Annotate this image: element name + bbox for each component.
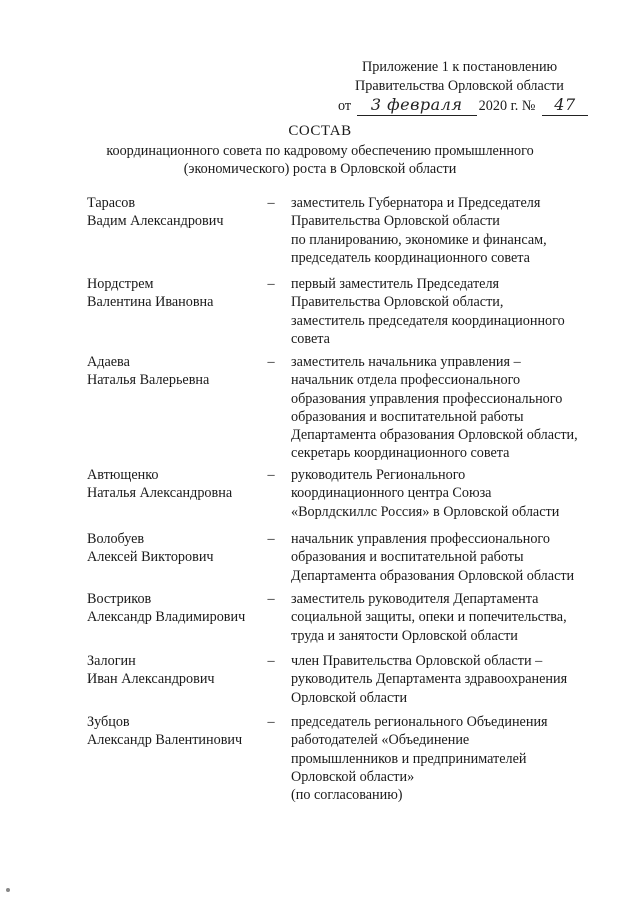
member-role: [291, 275, 611, 348]
member-role-line: образования управления профессионального: [291, 390, 563, 407]
member-given-names: Иван Александрович: [87, 671, 215, 688]
member-role-line: председатель регионального Объединения: [291, 714, 548, 730]
annex-line-2: Правительства Орловской области: [355, 78, 564, 94]
member-role: [291, 466, 611, 521]
annex-line-1: Приложение 1 к постановлению: [362, 59, 558, 75]
annex-date-line: [338, 96, 588, 116]
annex-year-text: 2020 г. №: [478, 98, 536, 114]
member-role-line: (по согласованию): [291, 787, 403, 804]
member-role-line: заместитель начальника управления –: [291, 354, 521, 370]
member-given-names: Александр Владимирович: [87, 609, 246, 626]
member-surname: Волобуев: [87, 531, 145, 547]
member-given-names: Наталья Валерьевна: [87, 372, 210, 389]
handwritten-number: 47: [554, 95, 576, 114]
member-dash: –: [267, 531, 275, 547]
subtitle-line: (экономического) роста в Орловской области: [183, 161, 457, 177]
member-role-line: Правительства Орловской области: [291, 213, 500, 230]
member-role-line: социальной защиты, опеки и попечительства,: [291, 609, 567, 626]
annex-number-field: [542, 96, 588, 116]
member-role-line: секретарь координационного совета: [291, 445, 510, 462]
member-role-line: руководитель Регионального: [291, 467, 466, 483]
member-role-line: работодателей «Объединение: [291, 732, 470, 749]
member-surname: Залогин: [87, 653, 136, 669]
member-name: [87, 275, 267, 312]
member-role-line: председатель координационного совета: [291, 249, 530, 266]
member-role-line: заместитель председателя координационного: [291, 312, 565, 329]
member-surname: Адаева: [87, 354, 130, 370]
member-role-line: координационного центра Союза: [291, 485, 492, 502]
member-name: [87, 194, 267, 231]
member-role: [291, 652, 611, 707]
member-given-names: Вадим Александрович: [87, 213, 224, 230]
member-role-line: совета: [291, 330, 330, 347]
member-name: [87, 713, 267, 750]
member-role-line: Орловской области: [291, 689, 408, 706]
member-dash: –: [267, 276, 275, 292]
subtitle-line: координационного совета по кадровому обеспечению промышленного: [106, 143, 534, 159]
member-role-line: Департамента образования Орловской области,: [291, 427, 578, 444]
member-name: [87, 530, 267, 567]
member-role-line: начальник управления профессионального: [291, 531, 550, 547]
member-role-line: «Ворлдскиллс Россия» в Орловской области: [291, 503, 560, 520]
member-role-line: Департамента образования Орловской области: [291, 567, 575, 584]
member-role: [291, 530, 611, 585]
member-role-line: начальник отдела профессионального: [291, 372, 521, 389]
member-dash: –: [267, 467, 275, 483]
scan-mark: [6, 888, 10, 892]
member-dash: –: [267, 195, 275, 211]
annex-from-label: от: [338, 98, 352, 114]
member-given-names: Наталья Александровна: [87, 485, 233, 502]
member-role-line: промышленников и предпринимателей: [291, 750, 527, 767]
member-role-line: труда и занятости Орловской области: [291, 627, 518, 644]
member-role-line: первый заместитель Председателя: [291, 276, 500, 292]
member-role-line: образования и воспитательной работы: [291, 549, 524, 566]
document-title: СОСТАВ: [288, 123, 352, 139]
member-role-line: руководитель Департамента здравоохранения: [291, 671, 568, 688]
member-given-names: Александр Валентинович: [87, 732, 243, 749]
member-role: [291, 194, 611, 267]
member-role: [291, 353, 611, 463]
member-role-line: заместитель руководителя Департамента: [291, 591, 539, 607]
member-name: [87, 466, 267, 503]
member-name: [87, 652, 267, 689]
document-subtitle: [0, 142, 640, 178]
member-role-line: заместитель Губернатора и Председателя: [291, 195, 541, 211]
member-surname: Востриков: [87, 591, 152, 607]
member-role-line: член Правительства Орловской области –: [291, 653, 543, 669]
member-given-names: Валентина Ивановна: [87, 294, 214, 311]
member-role-line: Правительства Орловской области,: [291, 294, 504, 311]
member-role-line: Орловской области»: [291, 768, 415, 785]
member-dash: –: [267, 714, 275, 730]
member-dash: –: [267, 591, 275, 607]
member-surname: Нордстрем: [87, 276, 154, 292]
member-role-line: по планированию, экономике и финансам,: [291, 231, 547, 248]
member-role: [291, 713, 611, 804]
member-dash: –: [267, 354, 275, 370]
member-dash: –: [267, 653, 275, 669]
member-surname: Тарасов: [87, 195, 136, 211]
member-name: [87, 590, 267, 627]
member-name: [87, 353, 267, 390]
member-role-line: образования и воспитательной работы: [291, 408, 524, 425]
member-role: [291, 590, 611, 645]
member-surname: Автющенко: [87, 467, 159, 483]
annex-date-field: [357, 96, 477, 116]
member-given-names: Алексей Викторович: [87, 549, 214, 566]
member-surname: Зубцов: [87, 714, 130, 730]
handwritten-date: 3 февраля: [370, 95, 463, 114]
